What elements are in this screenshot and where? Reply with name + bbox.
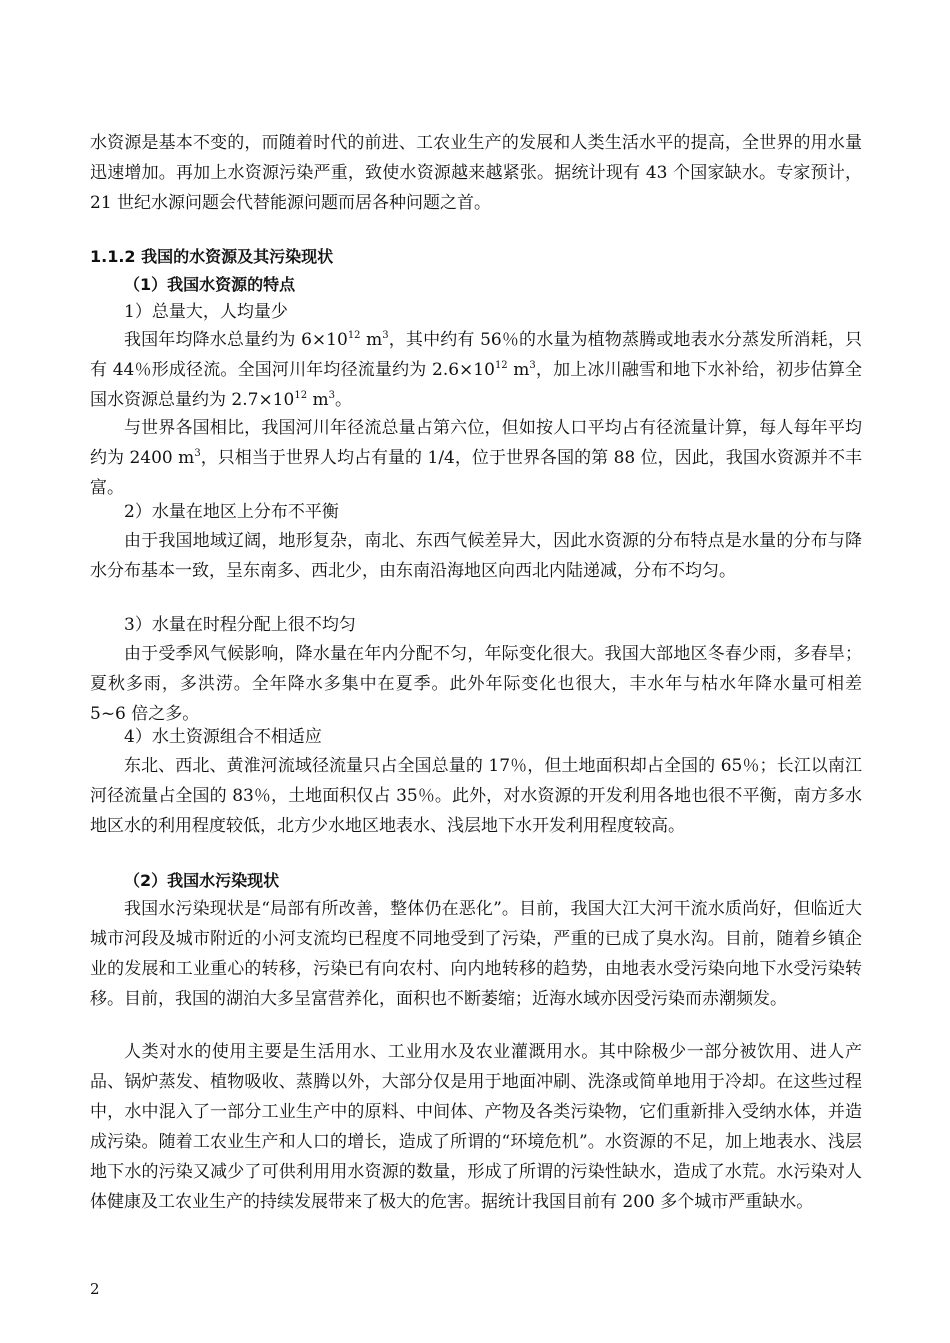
item4-title: 4）水土资源组合不相适应 [124, 727, 322, 747]
pollution-paragraph-1: 我国水污染现状是“局部有所改善，整体仍在恶化”。目前，我国大江大河干流水质尚好，但临近大城市河段及城市附近的小河支流均已程度不同地受到了污染，严重的已成了臭水沟。目前，随着乡镇企业的发展和工业重心的转移，污染已有向农村、向内地转移的趋势，由地表水受污染向地下水受污染转移。目前，我国的湖泊大多呈富营养化，面积也不断萎缩；近海水域亦因受污染而赤潮频发。 [90, 899, 862, 1009]
page-number: 2 [90, 1280, 100, 1298]
item3-title: 3）水量在时程分配上很不均匀 [124, 615, 356, 635]
subsection-heading-1: （1）我国水资源的特点 [124, 275, 296, 294]
item4-paragraph: 东北、西北、黄淮河流域径流量只占全国总量的 17％，但土地面积却占全国的 65％；长江以南江河径流量占全国的 83％，土地面积仅占 35％。此外，对水资源的开发利用各地也很不平衡，南方多水地区水的利用程度较低，北方少水地区地表水、浅层地下水开发利用程度较高。 [90, 756, 862, 836]
item1-paragraph-1: 我国年均降水总量约为 $6\times 10^{12}$ $m^3$，其中约有 56％的水量为植物蒸腾或地表水分蒸发所消耗，只有 44％形成径流。全国河川年均径流量约为 $2.6\times 10^{12}$ $m^3$，加上冰川融雪和地下水补给，初步估算全国水资源总量约为 $2.7\times 10^{12}$ $m^3$。 [90, 330, 862, 410]
item1-paragraph-2: 与世界各国相比，我国河川年径流总量占第六位，但如按人口平均占有径流量计算，每人每年平均约为 2400 $m^3$，只相当于世界人均占有量的 1/4，位于世界各国的第 88 位，因此，我国水资源并不丰富。 [90, 418, 862, 498]
item3-paragraph: 由于受季风气候影响，降水量在年内分配不匀，年际变化很大。我国大部地区冬春少雨，多春旱；夏秋多雨，多洪涝。全年降水多集中在夏季。此外年际变化也很大，丰水年与枯水年降水量可相差 5~6 倍之多。 [90, 644, 862, 724]
item2-title: 2）水量在地区上分布不平衡 [124, 502, 339, 522]
item2-paragraph: 由于我国地域辽阔，地形复杂，南北、东西气候差异大，因此水资源的分布特点是水量的分布与降水分布基本一致，呈东南多、西北少，由东南沿海地区向西北内陆递减，分布不均匀。 [90, 531, 862, 581]
pollution-paragraph-2: 人类对水的使用主要是生活用水、工业用水及农业灌溉用水。其中除极少一部分被饮用、进人产品、锅炉蒸发、植物吸收、蒸腾以外，大部分仅是用于地面冲刷、洗涤或简单地用于冷却。在这些过程中，水中混入了一部分工业生产中的原料、中间体、产物及各类污染物，它们重新排入受纳水体，并造成污染。随着工农业生产和人口的增长，造成了所谓的“环境危机”。水资源的不足，加上地表水、浅层地下水的污染又减少了可供利用用水资源的数量，形成了所谓的污染性缺水，造成了水荒。水污染对人体健康及工农业生产的持续发展带来了极大的危害。据统计我国目前有 200 多个城市严重缺水。 [90, 1042, 862, 1212]
intro-paragraph: 水资源是基本不变的，而随着时代的前进、工农业生产的发展和人类生活水平的提高，全世界的用水量迅速增加。再加上水资源污染严重，致使水资源越来越紧张。据统计现有 43 个国家缺水。专家预计，21 世纪水源问题会代替能源问题而居各种问题之首。 [90, 133, 862, 213]
subsection-heading-2: （2）我国水污染现状 [124, 871, 280, 890]
section-heading: 1.1.2 我国的水资源及其污染现状 [90, 247, 334, 266]
item1-title: 1）总量大，人均量少 [124, 302, 288, 322]
